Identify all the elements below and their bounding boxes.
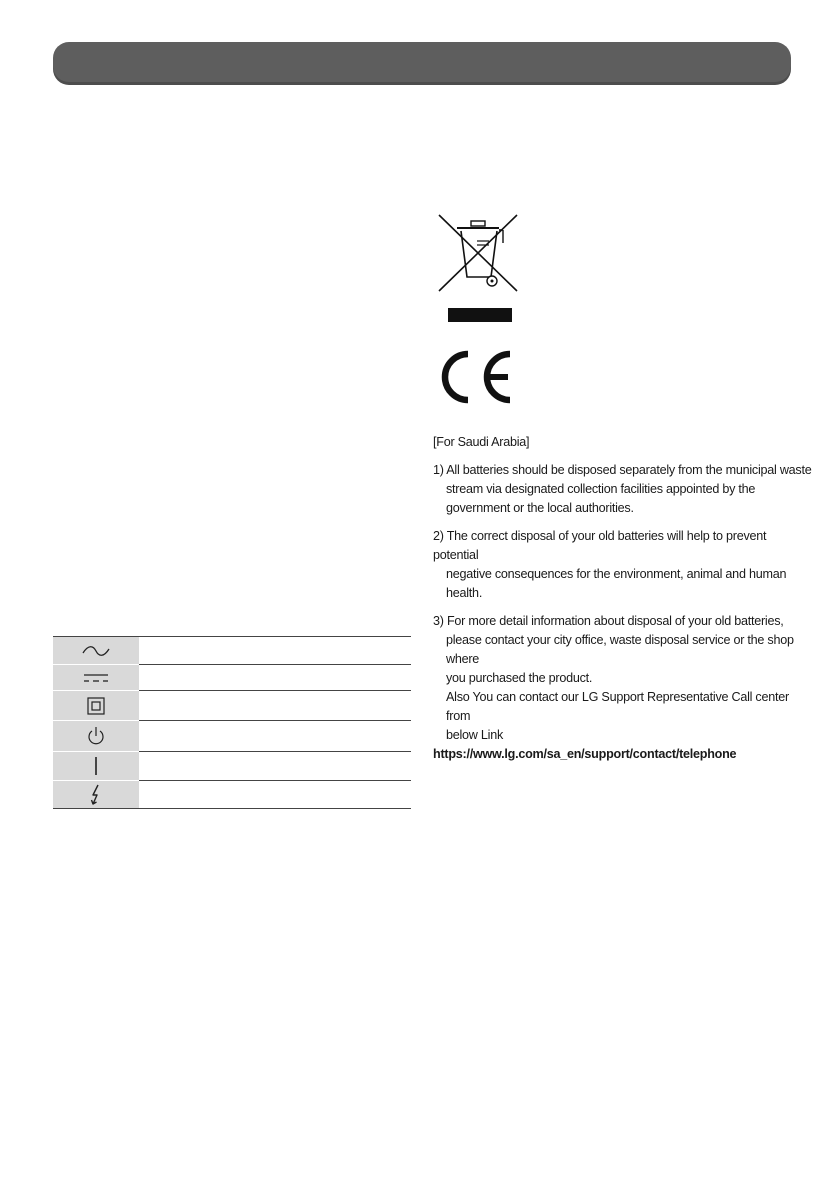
ac-tilde-icon	[53, 637, 139, 665]
table-row	[53, 637, 411, 665]
symbol-description	[139, 721, 411, 752]
notice-item-2: 2) The correct disposal of your old batteries will help to prevent potential	[433, 529, 767, 562]
symbol-description	[139, 637, 411, 665]
hazardous-voltage-icon	[53, 781, 139, 809]
standby-power-icon	[53, 721, 139, 752]
notice-item-2-cont: negative consequences for the environment, animal and human health.	[446, 567, 787, 600]
notice-item-3: 3) For more detail information about disposal of your old batteries,	[433, 614, 784, 628]
symbol-table	[53, 636, 411, 809]
crossed-out-wheelie-bin-icon	[437, 213, 523, 293]
symbol-description	[139, 691, 411, 721]
support-contact-link[interactable]: https://www.lg.com/sa_en/support/contact/telephone	[433, 747, 737, 761]
notice-item-1-cont: government or the local authorities.	[446, 501, 634, 515]
section-header-bar	[53, 42, 791, 85]
table-row	[53, 691, 411, 721]
notice-item-3-cont: you purchased the product.	[446, 671, 593, 685]
saudi-battery-disposal-notice	[433, 433, 813, 764]
notice-item-1-cont: stream via designated collection facilities appointed by the	[446, 482, 756, 496]
dc-line-icon	[53, 665, 139, 691]
notice-item-3-cont: below Link	[446, 728, 504, 742]
notice-item-3-cont: Also You can contact our LG Support Representative Call center from	[446, 690, 789, 723]
notice-heading: [For Saudi Arabia]	[433, 435, 530, 449]
symbol-description	[139, 781, 411, 809]
class-ii-double-square-icon	[53, 691, 139, 721]
symbol-description	[139, 752, 411, 781]
table-row	[53, 752, 411, 781]
on-line-icon	[53, 752, 139, 781]
notice-item-1: 1) All batteries should be disposed separately from the municipal waste	[433, 463, 812, 477]
notice-item-3-cont: please contact your city office, waste disposal service or the shop where	[446, 633, 794, 666]
table-row	[53, 781, 411, 809]
weee-solid-bar	[448, 308, 512, 322]
table-row	[53, 721, 411, 752]
ce-mark-icon	[438, 348, 516, 406]
symbol-description	[139, 665, 411, 691]
table-row	[53, 665, 411, 691]
